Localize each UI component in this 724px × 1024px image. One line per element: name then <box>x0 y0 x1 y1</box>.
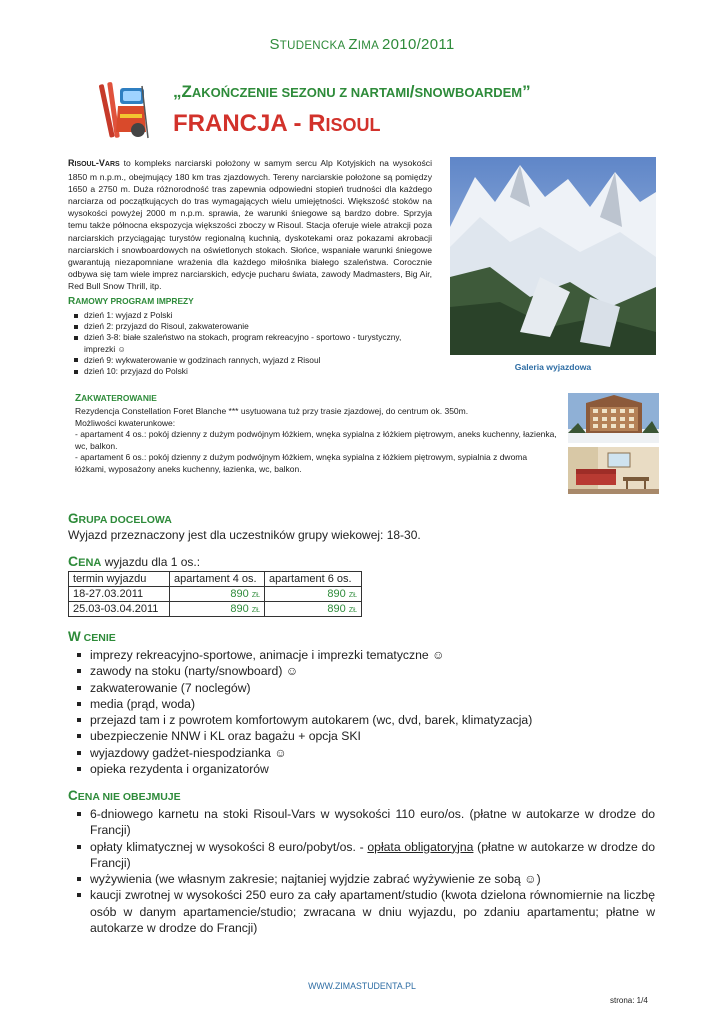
program-list <box>72 310 432 377</box>
paragraph: Rezydencja Constellation Foret Blanche *** usytuowana tuż przy trasie zjazdowej, do centrum ok. 350m. <box>75 406 469 416</box>
included-list <box>68 647 658 777</box>
list-item: 6-dniowego karnetu na stoki Risoul-Vars w wysokości 110 euro/os. (płatne w autokarze w drodze do Francji) <box>68 806 655 839</box>
paragraph: Możliwości kwaterunkowe: <box>75 417 176 428</box>
table-cell-date: 25.03-03.04.2011 <box>69 602 170 617</box>
gallery-link[interactable]: Galeria wyjazdowa <box>514 362 592 372</box>
page-number: strona: 1/4 <box>610 996 648 1005</box>
table-row <box>69 587 362 602</box>
table-cell-price: 890 ZŁ <box>265 587 362 602</box>
table-header: apartament 4 os. <box>170 572 265 587</box>
document-header <box>0 36 724 53</box>
price-table <box>68 571 362 617</box>
header-cap: S <box>269 36 280 53</box>
header-text: IMA <box>357 40 383 52</box>
list-item: wyjazdowy gadżet-niespodzianka ☺ <box>68 745 658 761</box>
page-title: FRANCJA - RISOUL <box>173 110 381 137</box>
list-item: opłaty klimatycznej w wysokości 8 euro/pobyt/os. - opłata obligatoryjna (płatne w autokarze w drodze do Francji) <box>68 839 655 872</box>
accommodation-text <box>75 406 558 476</box>
table-row <box>69 602 362 617</box>
list-item: imprezy rekreacyjno-sportowe, animacje i imprezki tematyczne ☺ <box>68 647 658 663</box>
ski-equipment-icon <box>98 80 154 142</box>
table-header-row <box>69 572 362 587</box>
hotel-photo[interactable] <box>568 393 659 443</box>
table-cell-price: 890 ZŁ <box>170 602 265 617</box>
table-cell-date: 18-27.03.2011 <box>69 587 170 602</box>
underlined-text: opłata obligatoryjna <box>367 839 474 854</box>
price-heading: CENA wyjazdu dla 1 os.: <box>68 553 201 569</box>
list-item: wyżywienia (we własnym zakresie; najtaniej wyjdzie zabrać wyżywienie ze sobą ☺) <box>68 871 655 887</box>
list-item: media (prąd, woda) <box>68 696 658 712</box>
paragraph: - apartament 4 os.: pokój dzienny z dużym podwójnym łóżkiem, wnęka sypialna z łóżkiem piętrowym, aneks kuchenny, łazienka, wc, balkon. <box>75 429 557 451</box>
target-group-text: Wyjazd przeznaczony jest dla uczestników grupy wiekowej: 18-30. <box>68 528 421 542</box>
subtitle: „ZAKOŃCZENIE SEZONU Z NARTAMI/SNOWBOARDEM” <box>173 82 531 101</box>
excluded-list <box>68 806 655 936</box>
list-item: dzień 10: przyjazd do Polski <box>72 366 432 377</box>
intro-paragraph: RISOUL-VARS to kompleks narciarski położony w samym sercu Alp Kotyjskich na wysokości 1850 m n.p.m., obejmujący 180 km tras zjazdowych. Tereny narciarskie położone są pomiędzy 1650 a 2750 m. Duża różnorodność tras zapewnia odpowiedni stopień trudności dla każdego narciarza od początkujących do tras wymagających wielu umiejętności. Większość stoków na wysokości powyżej 2000 m n.p.m. sprawia, że warunki śniegowe są bardzo dobre. Sprzyja temu także północna ekspozycja większości zboczy w Risoul. Stacja oferuje wiele atrakcji poza narciarskich przyciągając turystów regionalną kuchnią, dyskotekami oraz pokazami akrobacji narciarskich i snowboardowych na oświetlonych stokach. Słońce, wspaniałe warunki śniegowe gwarantują niezapomniane wrażenia dla każdego miłośnika białego szaleństwa. Corocznie odbywa się tam wiele imprez narciarskich, edycje pucharu świata, zawody Madmasters, Big Air, Red Bull Snow Thrill, itp. <box>68 158 432 291</box>
table-header: apartament 6 os. <box>265 572 362 587</box>
list-item: zakwaterowanie (7 noclegów) <box>68 680 658 696</box>
header-cap: Z <box>348 36 358 53</box>
list-item: zawody na stoku (narty/snowboard) ☺ <box>68 663 658 679</box>
table-cell-price: 890 ZŁ <box>265 602 362 617</box>
list-item: dzień 2: przyjazd do Risoul, zakwaterowanie <box>72 321 432 332</box>
apartment-room-photo[interactable] <box>568 447 659 494</box>
mountain-photo[interactable] <box>450 157 656 355</box>
header-text: TUDENCKA <box>279 40 349 52</box>
table-cell-price: 890 ZŁ <box>170 587 265 602</box>
list-item: ubezpieczenie NNW i KL oraz bagażu + opcja SKI <box>68 728 658 744</box>
included-heading: W CENIE <box>68 629 116 644</box>
paragraph: - apartament 6 os.: pokój dzienny z dużym podwójnym łóżkiem, wnęka sypialna z łóżkiem piętrowym, sypialnia z dwoma łóżkami, wyposażony aneks kuchenny, łazienka, wc, balkon. <box>75 452 528 474</box>
list-item: przejazd tam i z powrotem komfortowym autokarem (wc, dvd, barek, klimatyzacja) <box>68 712 658 728</box>
target-group-heading: GRUPA DOCELOWA <box>68 511 172 526</box>
list-item: dzień 9: wykwaterowanie w godzinach rannych, wyjazd z Risoul <box>72 355 432 366</box>
list-item: opieka rezydenta i organizatorów <box>68 761 658 777</box>
list-item: kaucji zwrotnej w wysokości 250 euro za cały apartament/studio (kwota dzielona równomiernie na liczbę osób w danym apartamencie/studio; zwracana w dniu wyjazdu, po zdaniu apartamentu; płatne w autokarze w drodze do Francji) <box>68 887 655 936</box>
excluded-heading: CENA NIE OBEJMUJE <box>68 788 181 803</box>
table-header: termin wyjazdu <box>69 572 170 587</box>
list-item: dzień 3-8: białe szaleństwo na stokach, program rekreacyjno - sportowo - turystyczny, imprezki ☺ <box>72 332 432 354</box>
program-heading: RAMOWY PROGRAM IMPREZY <box>68 296 194 307</box>
list-item: dzień 1: wyjazd z Polski <box>72 310 432 321</box>
header-year: 2010/2011 <box>382 36 455 53</box>
footer-website-link[interactable]: WWW.ZIMASTUDENTA.PL <box>308 981 416 991</box>
accommodation-heading: ZAKWATEROWANIE <box>75 393 157 404</box>
